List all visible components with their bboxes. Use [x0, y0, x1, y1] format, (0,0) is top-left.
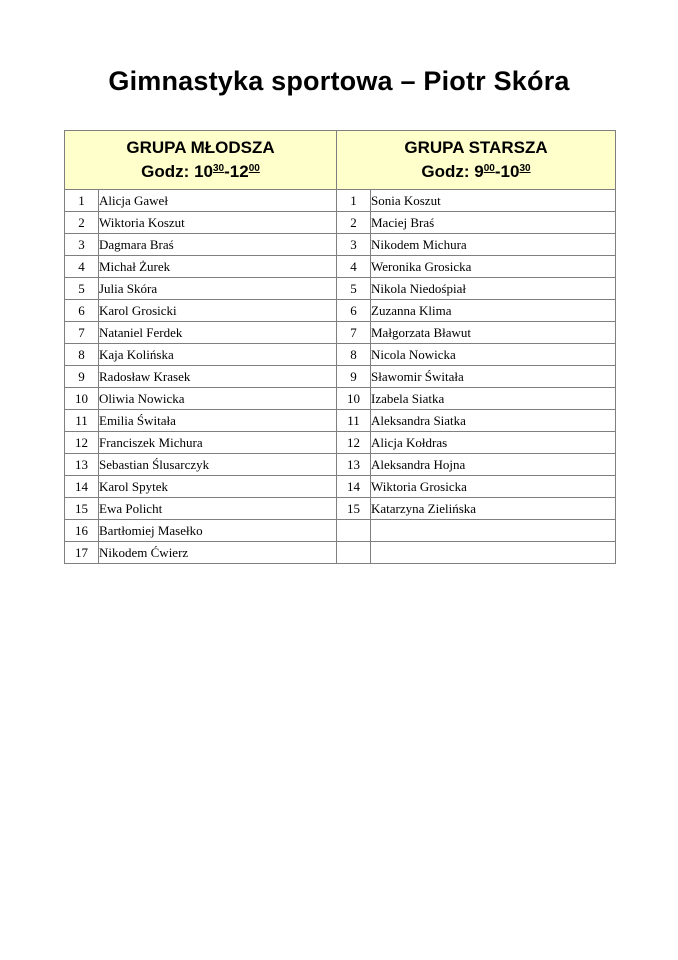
member-number: 16: [65, 520, 99, 542]
member-name: Dagmara Braś: [99, 234, 337, 256]
member-name: Karol Spytek: [99, 476, 337, 498]
table-row: [65, 322, 616, 344]
member-number: 4: [65, 256, 99, 278]
table-row: [65, 520, 616, 542]
table-row: [65, 542, 616, 564]
member-number: 6: [65, 300, 99, 322]
member-number: 14: [65, 476, 99, 498]
table-row: [65, 278, 616, 300]
start-hour: 10: [194, 162, 213, 181]
member-number: 3: [337, 234, 371, 256]
table-row: [65, 454, 616, 476]
member-number: 3: [65, 234, 99, 256]
member-number: 9: [65, 366, 99, 388]
group-time: Godz: $10^{30}-12^{00}$: [141, 162, 260, 181]
table-row: [65, 410, 616, 432]
member-number: [337, 520, 371, 542]
member-name: [371, 542, 616, 564]
member-name: [371, 520, 616, 542]
member-name: Nikola Niedośpiał: [371, 278, 616, 300]
member-name: Weronika Grosicka: [371, 256, 616, 278]
member-name: Zuzanna Klima: [371, 300, 616, 322]
member-name: Sławomir Świtała: [371, 366, 616, 388]
member-number: 11: [337, 410, 371, 432]
table-row: [65, 388, 616, 410]
member-name: Maciej Braś: [371, 212, 616, 234]
member-name: Ewa Policht: [99, 498, 337, 520]
member-number: 8: [65, 344, 99, 366]
member-number: 17: [65, 542, 99, 564]
member-name: Nicola Nowicka: [371, 344, 616, 366]
member-number: 4: [337, 256, 371, 278]
member-name: Nikodem Ćwierz: [99, 542, 337, 564]
member-name: Franciszek Michura: [99, 432, 337, 454]
member-number: 12: [337, 432, 371, 454]
member-number: 8: [337, 344, 371, 366]
member-number: 2: [337, 212, 371, 234]
roster-table: [64, 130, 616, 564]
table-row: [65, 432, 616, 454]
member-number: 10: [337, 388, 371, 410]
group-name: GRUPA MŁODSZA: [126, 138, 275, 157]
table-row: [65, 300, 616, 322]
start-hour: 9: [474, 162, 484, 181]
end-hour: 12: [229, 162, 249, 181]
member-name: Oliwia Nowicka: [99, 388, 337, 410]
member-name: Nikodem Michura: [371, 234, 616, 256]
member-number: 2: [65, 212, 99, 234]
member-number: 7: [337, 322, 371, 344]
member-name: Aleksandra Siatka: [371, 410, 616, 432]
table-row: [65, 366, 616, 388]
member-name: Karol Grosicki: [99, 300, 337, 322]
member-number: 15: [337, 498, 371, 520]
table-row: [65, 234, 616, 256]
start-minutes: 00: [483, 163, 495, 174]
member-number: 5: [337, 278, 371, 300]
table-row: [65, 256, 616, 278]
member-number: 1: [65, 190, 99, 212]
member-number: 14: [337, 476, 371, 498]
member-name: Wiktoria Koszut: [99, 212, 337, 234]
table-row: [65, 476, 616, 498]
header-row: [65, 131, 616, 190]
end-minutes: 30: [519, 163, 531, 174]
member-name: Wiktoria Grosicka: [371, 476, 616, 498]
group-time: Godz: $9^{00}-10^{30}$: [421, 162, 531, 181]
table-row: [65, 498, 616, 520]
member-number: 13: [337, 454, 371, 476]
table-row: [65, 344, 616, 366]
member-number: 13: [65, 454, 99, 476]
member-name: Nataniel Ferdek: [99, 322, 337, 344]
group-header-younger: [65, 131, 337, 190]
member-number: 5: [65, 278, 99, 300]
member-name: Alicja Gaweł: [99, 190, 337, 212]
time-prefix: Godz:: [421, 162, 475, 181]
member-name: Julia Skóra: [99, 278, 337, 300]
member-number: 6: [337, 300, 371, 322]
page-title: Gimnastyka sportowa – Piotr Skóra: [108, 66, 570, 96]
member-number: 12: [65, 432, 99, 454]
member-name: Sonia Koszut: [371, 190, 616, 212]
member-name: Sebastian Ślusarczyk: [99, 454, 337, 476]
member-name: Bartłomiej Masełko: [99, 520, 337, 542]
member-number: 1: [337, 190, 371, 212]
member-number: 11: [65, 410, 99, 432]
member-name: Kaja Kolińska: [99, 344, 337, 366]
member-number: [337, 542, 371, 564]
table-row: [65, 190, 616, 212]
member-number: 15: [65, 498, 99, 520]
member-name: Emilia Świtała: [99, 410, 337, 432]
member-number: 9: [337, 366, 371, 388]
member-name: Katarzyna Zielińska: [371, 498, 616, 520]
table-row: [65, 212, 616, 234]
group-header-older: [337, 131, 616, 190]
member-name: Michał Żurek: [99, 256, 337, 278]
member-number: 10: [65, 388, 99, 410]
end-hour: 10: [500, 162, 520, 181]
member-name: Małgorzata Bławut: [371, 322, 616, 344]
time-prefix: Godz:: [141, 162, 195, 181]
member-name: Aleksandra Hojna: [371, 454, 616, 476]
end-minutes: 00: [248, 163, 260, 174]
start-minutes: 30: [212, 163, 225, 174]
member-name: Izabela Siatka: [371, 388, 616, 410]
member-name: Alicja Kołdras: [371, 432, 616, 454]
member-name: Radosław Krasek: [99, 366, 337, 388]
roster-body: [65, 190, 616, 564]
member-number: 7: [65, 322, 99, 344]
group-name: GRUPA STARSZA: [404, 138, 548, 157]
